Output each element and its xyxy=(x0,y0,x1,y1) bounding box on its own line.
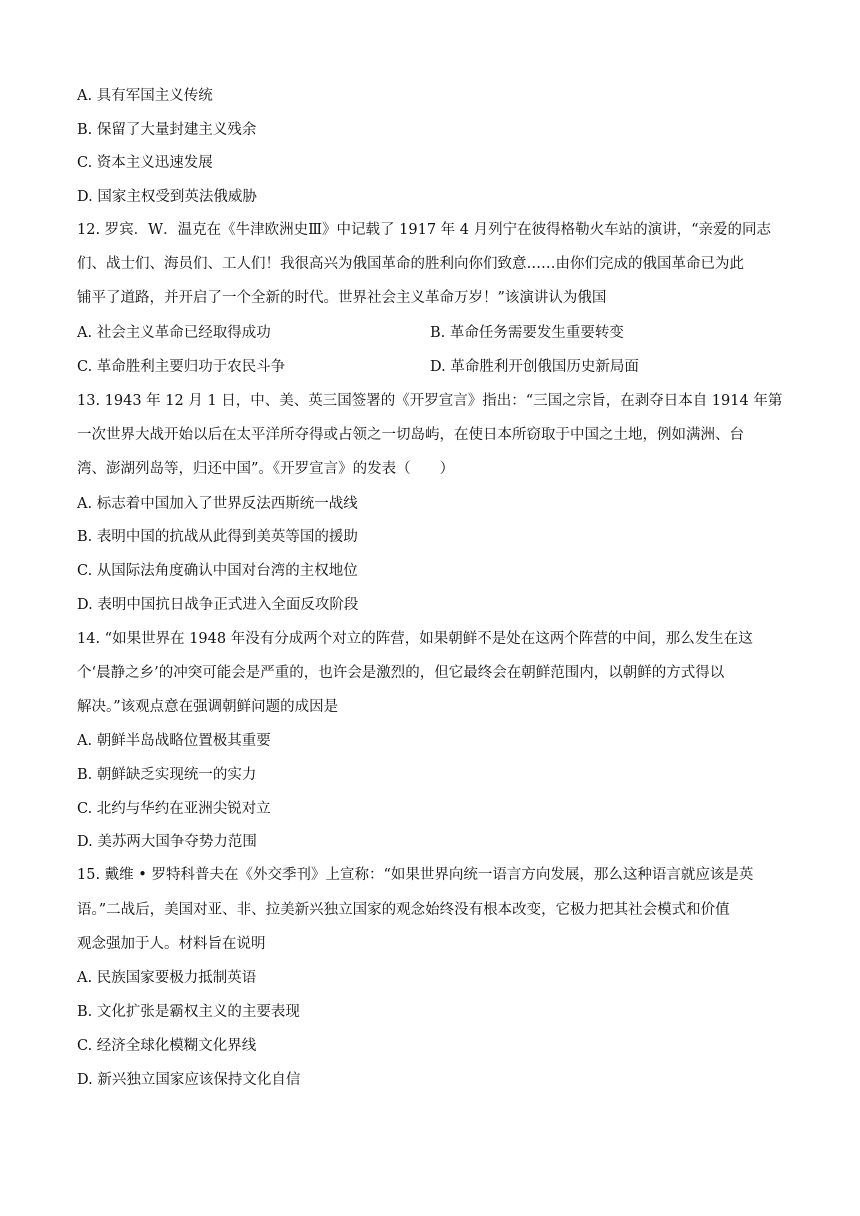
q15-stem-line-2: 语。”二战后，美国对亚、非、拉美新兴独立国家的观念始终没有根本改变，它极力把其社会模式和价值 xyxy=(77,902,730,918)
q12-option-a: A. 社会主义革命已经取得成功 xyxy=(77,325,271,341)
q12-stem-line-1: 12. 罗宾．W．温克在《牛津欧洲史Ⅲ》中记载了 1917 年 4 月列宁在彼得格勒火车站的演讲，“亲爱的同志 xyxy=(77,222,772,238)
q13-stem-line-1: 13. 1943 年 12 月 1 日，中、美、英三国签署的《开罗宣言》指出：“三国之宗旨，在剥夺日本自 1914 年第 xyxy=(77,393,783,409)
q14-option-c: C. 北约与华约在亚洲尖锐对立 xyxy=(77,801,271,817)
q11-option-a: A. 具有军国主义传统 xyxy=(77,88,213,104)
q12-option-c: C. 革命胜利主要归功于农民斗争 xyxy=(77,359,286,375)
q13-stem-line-3: 湾、澎湖列岛等，归还中国”。《开罗宣言》的发表（ ） xyxy=(77,461,455,477)
q11-option-d: D. 国家主权受到英法俄威胁 xyxy=(77,189,257,205)
q15-option-c: C. 经济全球化模糊文化界线 xyxy=(77,1038,257,1054)
q12-stem-line-2: 们、战士们、海员们、工人们！我很高兴为俄国革命的胜利向你们致意……由你们完成的俄国革命已为此 xyxy=(77,256,744,272)
q14-option-b: B. 朝鲜缺乏实现统一的实力 xyxy=(77,767,257,783)
q15-option-a: A. 民族国家要极力抵制英语 xyxy=(77,970,257,986)
q14-stem-line-2: 个‘晨静之乡’的冲突可能会是严重的，也许会是激烈的，但它最终会在朝鲜范围内，以朝鲜的方式得以 xyxy=(77,665,725,681)
q13-option-b: B. 表明中国的抗战从此得到美英等国的援助 xyxy=(77,529,358,545)
q14-option-d: D. 美苏两大国争夺势力范围 xyxy=(77,834,257,850)
q11-option-b: B. 保留了大量封建主义残余 xyxy=(77,122,257,138)
q15-option-b: B. 文化扩张是霸权主义的主要表现 xyxy=(77,1004,300,1020)
q14-stem-line-1: 14. “如果世界在 1948 年没有分成两个对立的阵营，如果朝鲜不是处在这两个阵营的中间，那么发生在这 xyxy=(77,631,753,647)
q12-option-b: B. 革命任务需要发生重要转变 xyxy=(430,325,624,341)
q13-option-a: A. 标志着中国加入了世界反法西斯统一战线 xyxy=(77,496,358,512)
q11-option-c: C. 资本主义迅速发展 xyxy=(77,155,213,171)
q14-option-a: A. 朝鲜半岛战略位置极其重要 xyxy=(77,733,271,749)
q12-stem-line-3: 铺平了道路，并开启了一个全新的时代。世界社会主义革命万岁！”该演讲认为俄国 xyxy=(77,290,607,306)
q14-stem-line-3: 解决。”该观点意在强调朝鲜问题的成因是 xyxy=(77,699,339,715)
q12-option-d: D. 革命胜利开创俄国历史新局面 xyxy=(430,359,639,375)
q15-stem-line-1: 15. 戴维 • 罗特科普夫在《外交季刊》上宣称：“如果世界向统一语言方向发展，那么这种语言就应该是英 xyxy=(77,867,754,883)
q13-option-c: C. 从国际法角度确认中国对台湾的主权地位 xyxy=(77,563,358,579)
q15-option-d: D. 新兴独立国家应该保持文化自信 xyxy=(77,1072,301,1088)
q13-option-d: D. 表明中国抗日战争正式进入全面反攻阶段 xyxy=(77,597,359,613)
q13-stem-line-2: 一次世界大战开始以后在太平洋所夺得或占领之一切岛屿，在使日本所窃取于中国之土地，例如满洲、台 xyxy=(77,427,744,443)
q15-stem-line-3: 观念强加于人。材料旨在说明 xyxy=(77,936,266,952)
